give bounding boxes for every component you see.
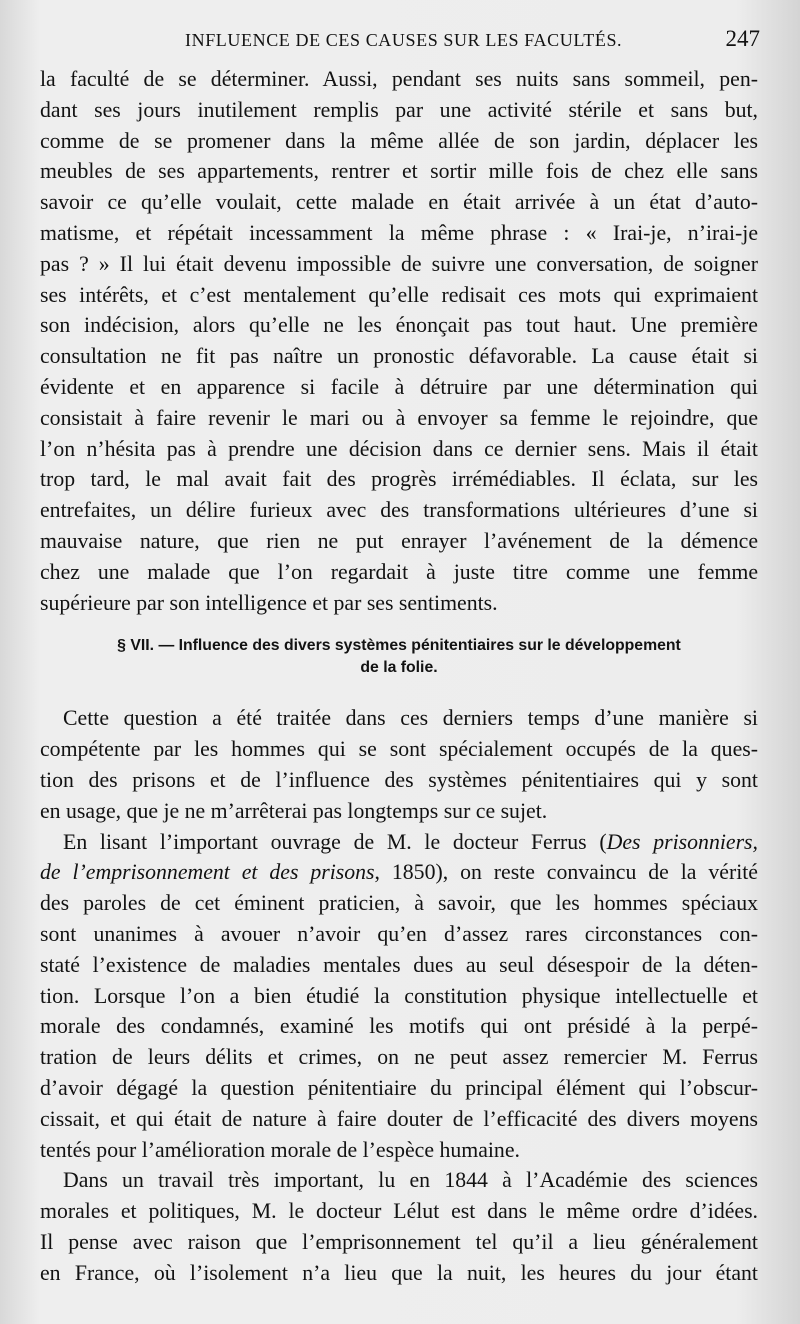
text-line: Cette question a été traitée dans ces derniers temps d’une manière si: [63, 706, 758, 731]
text-line: pas ? » Il lui était devenu impossible de suivre une conversation, de soigner: [40, 251, 758, 276]
paragraph-3: [40, 827, 758, 1166]
section-heading-line-2: de la folie.: [360, 659, 438, 677]
text-line: tentés pour l’amélioration morale de l’espèce humaine.: [40, 1137, 520, 1162]
text-line: morale des condamnés, examiné les motifs qui ont présidé à la perpé-: [40, 1014, 758, 1039]
text-line: consultation ne fit pas naître un pronostic défavorable. La cause était si: [40, 344, 758, 369]
text-line: cissait, et qui était de nature à faire douter de l’efficacité des divers moyens: [40, 1106, 758, 1131]
page-header: [40, 26, 760, 60]
text-line: ses intérêts, et c’est mentalement qu’elle redisait ces mots qui exprimaient: [40, 282, 758, 307]
text-line: supérieure par son intelligence et par ses sentiments.: [40, 590, 498, 615]
text-fragment: En lisant l’important ouvrage de M. le docteur Ferrus (: [63, 829, 607, 854]
text-line: sont unanimes à avouer n’avoir qu’en d’assez rares circonstances con-: [40, 921, 758, 946]
book-title-fragment: Des prisonniers,: [606, 829, 758, 854]
text-line: entrefaites, un délire furieux avec des transformations ultérieures d’une si: [40, 498, 758, 523]
text-line: son indécision, alors qu’elle ne les énonçait pas tout haut. Une première: [40, 313, 758, 338]
text-line: tration de leurs délits et crimes, on ne peut assez remercier M. Ferrus: [40, 1045, 758, 1070]
running-title: INFLUENCE DE CES CAUSES SUR LES FACULTÉS.: [185, 30, 623, 50]
text-line: l’on n’hésita pas à prendre une décision dans ce dernier sens. Mais il était: [40, 436, 758, 461]
text-line: trop tard, le mal avait fait des progrès irrémédiables. Il éclata, sur les: [40, 467, 758, 492]
text-line: comme de se promener dans la même allée de son jardin, déplacer les: [40, 128, 758, 153]
page-body: [40, 64, 758, 1288]
section-heading: [40, 635, 758, 679]
text-line: [40, 827, 758, 858]
text-line: Il pense avec raison que l’emprisonnement tel qu’il a lieu généralement: [40, 1229, 758, 1254]
text-line: savoir ce qu’elle voulait, cette malade en était arrivée à un état d’auto-: [40, 190, 758, 215]
text-line: staté l’existence de maladies mentales dues au seul désespoir de la déten-: [40, 952, 758, 977]
text-line: en France, où l’isolement n’a lieu que la nuit, les heures du jour étant: [40, 1260, 758, 1285]
text-line: d’avoir dégagé la question pénitentiaire du principal élément qui l’obscur-: [40, 1075, 758, 1100]
page-number: 247: [725, 26, 760, 51]
paragraph-2: [40, 703, 758, 826]
text-line: mauvaise nature, que rien ne put enrayer l’avénement de la démence: [40, 528, 758, 553]
text-line: en usage, que je ne m’arrêterai pas longtemps sur ce sujet.: [40, 798, 548, 823]
text-line: évidente et en apparence si facile à détruire par une détermination qui: [40, 374, 758, 399]
text-line: la faculté de se déterminer. Aussi, pendant ses nuits sans sommeil, pen-: [40, 67, 758, 91]
text-line: morales et politiques, M. le docteur Lélut est dans le même ordre d’idées.: [40, 1199, 758, 1224]
text-line: compétente par les hommes qui se sont spécialement occupés de la ques-: [40, 737, 758, 762]
text-line: des paroles de cet éminent praticien, à savoir, que les hommes spéciaux: [40, 891, 758, 916]
text-line: chez une malade que l’on regardait à juste titre comme une femme: [40, 559, 758, 584]
text-line: matisme, et répétait incessamment la même phrase : « Irai-je, n’irai-je: [40, 220, 758, 245]
text-line: tion. Lorsque l’on a bien étudié la constitution physique intellectuelle et: [40, 983, 758, 1008]
text-line: [40, 857, 758, 888]
text-line: consistait à faire revenir le mari ou à envoyer sa femme le rejoindre, que: [40, 405, 758, 430]
text-line: dant ses jours inutilement remplis par une activité stérile et sans but,: [40, 97, 758, 122]
text-line: Dans un travail très important, lu en 1844 à l’Académie des sciences: [63, 1168, 758, 1193]
paragraph-1: [40, 64, 758, 618]
book-title-fragment: de l’emprisonnement et des prisons: [40, 860, 375, 885]
text-line: meubles de ses appartements, rentrer et sortir mille fois de chez elle sans: [40, 159, 758, 184]
text-line: tion des prisons et de l’influence des systèmes pénitentiaires qui y sont: [40, 767, 758, 792]
paragraph-4: [40, 1165, 758, 1288]
section-heading-line-1: § VII. — Influence des divers systèmes pénitentiaires sur le développement: [117, 637, 681, 655]
text-fragment: , 1850), on reste convaincu de la vérité: [374, 860, 758, 885]
